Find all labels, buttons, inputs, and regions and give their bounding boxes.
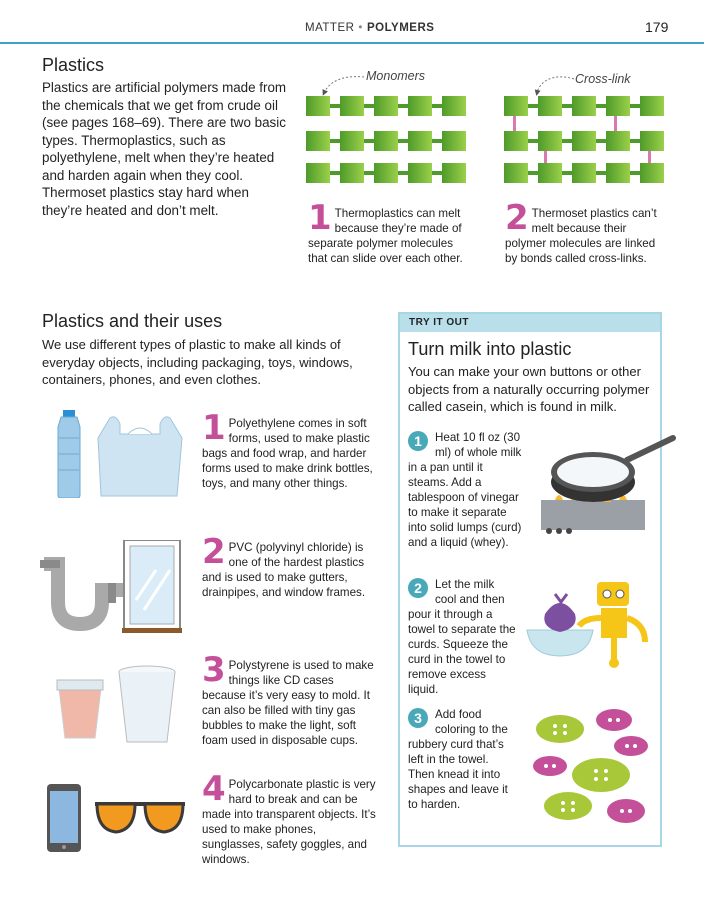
bottle-and-bag-illustration <box>50 408 190 498</box>
phone-icon <box>47 784 81 852</box>
try-step-3 <box>408 707 516 812</box>
window-frame-icon <box>122 540 182 633</box>
pipe-and-window-illustration <box>40 540 190 640</box>
step-text: Add food coloring to the rubbery curd that’s left in the towel. Then knead it into shapes and leave it to harden. <box>408 708 508 811</box>
use-item-1 <box>202 408 378 491</box>
plastics-intro: Plastics are artificial polymers made from the chemicals that we get from crude oil (see pages 168–69). There are two basic types. Thermoplastics, such as polyethylene, melt when they’re heated and harden again when they cool. Thermoset plastics stay hard when they’re heated and don’t melt. <box>42 80 287 218</box>
monomer-arrow <box>324 77 364 93</box>
item-number: 2 <box>202 532 226 572</box>
crosslink-arrow <box>537 77 574 93</box>
caption-thermoset <box>505 198 665 266</box>
uses-intro: We use different types of plastic to make all kinds of everyday objects, including packaging, toys, windows, containers, phones, and even clothes. <box>42 337 353 387</box>
pink-button-icon <box>614 736 648 756</box>
sunglasses-icon <box>95 802 185 832</box>
pan-on-stove-illustration <box>535 430 680 540</box>
plastic-bag-icon <box>98 417 182 496</box>
caption-number: 1 <box>308 198 332 238</box>
bullet-icon: • <box>358 22 363 34</box>
saucepan-icon <box>551 438 673 502</box>
pink-button-icon <box>533 756 567 776</box>
page-number: 179 <box>645 19 669 35</box>
caption-number: 2 <box>505 198 529 238</box>
item-number: 4 <box>202 769 226 809</box>
try-step-2 <box>408 577 516 697</box>
header-rule <box>0 42 704 44</box>
thermoset-chains <box>504 96 664 183</box>
step-text: Let the milk cool and then pour it through a towel to separate the curds. Squeeze the curd in the towel to remove excess liquid. <box>408 578 516 696</box>
step-number-badge: 1 <box>408 431 428 451</box>
crosslink-label: Cross-link <box>575 72 631 86</box>
try-step-1 <box>408 430 526 550</box>
running-header <box>305 22 434 34</box>
robot-icon <box>579 582 645 668</box>
uses-title: Plastics and their uses <box>42 311 223 331</box>
item-text: PVC (polyvinyl chloride) is one of the hardest plastics and is used to make gutters, drainpipes, and window frames. <box>202 541 366 599</box>
plastics-title: Plastics <box>42 55 105 75</box>
item-number: 1 <box>202 408 226 448</box>
item-text: Polystyrene is used to make things like CD cases because it’s very easy to mold. It can also be filled with tiny gas bubbles to make the light, soft foam used in disposable cups. <box>202 659 374 747</box>
item-text: Polycarbonate plastic is very hard to break and can be made into transparent objects. It’s used to make phones, sunglasses, safety goggles, and windows. <box>202 778 376 866</box>
bottle-icon <box>58 410 80 498</box>
section-label: MATTER <box>305 22 355 34</box>
item-number: 3 <box>202 650 226 690</box>
item-text: Polyethylene comes in soft forms, used to make plastic bags and food wrap, and harder forms used to make drink bottles, toys, and many other things. <box>202 417 373 490</box>
monomers-label: Monomers <box>366 69 426 83</box>
use-item-2 <box>202 532 378 600</box>
step-number-badge: 2 <box>408 578 428 598</box>
foam-cup-icon <box>119 666 175 742</box>
caption-text: Thermoset plastics can’t melt because their polymer molecules are linked by bonds called cross-links. <box>505 207 657 265</box>
try-intro: You can make your own buttons or other objects from a naturally occurring polymer called casein, which is found in milk. <box>408 364 650 414</box>
robot-and-bowl-illustration <box>525 578 665 673</box>
green-button-icon <box>572 758 630 792</box>
pink-button-icon <box>596 709 632 731</box>
phone-and-sunglasses-illustration <box>45 782 190 857</box>
buttons-illustration <box>528 705 663 835</box>
green-button-icon <box>536 715 584 743</box>
thermoplastic-chains <box>306 96 466 183</box>
topic-label: POLYMERS <box>366 22 435 34</box>
pink-button-icon <box>607 799 645 823</box>
step-text: Heat 10 fl oz (30 ml) of whole milk in a pan until it steams. Add a tablespoon of vinegar to make it separate into solid lumps (curd) and a liquid (whey). <box>408 431 522 549</box>
cups-illustration <box>55 662 185 748</box>
try-title: Turn milk into plastic <box>408 339 572 359</box>
green-button-icon <box>544 792 592 820</box>
plastic-cup-icon <box>57 680 103 738</box>
polymer-diagrams <box>300 70 680 190</box>
caption-text: Thermoplastics can melt because they’re made of separate polymer molecules that can slide over each other. <box>308 207 463 265</box>
step-number-badge: 3 <box>408 708 428 728</box>
try-it-out-label: TRY IT OUT <box>400 314 660 332</box>
use-item-4 <box>202 769 380 867</box>
caption-thermoplastic <box>308 198 473 266</box>
use-item-3 <box>202 650 380 748</box>
